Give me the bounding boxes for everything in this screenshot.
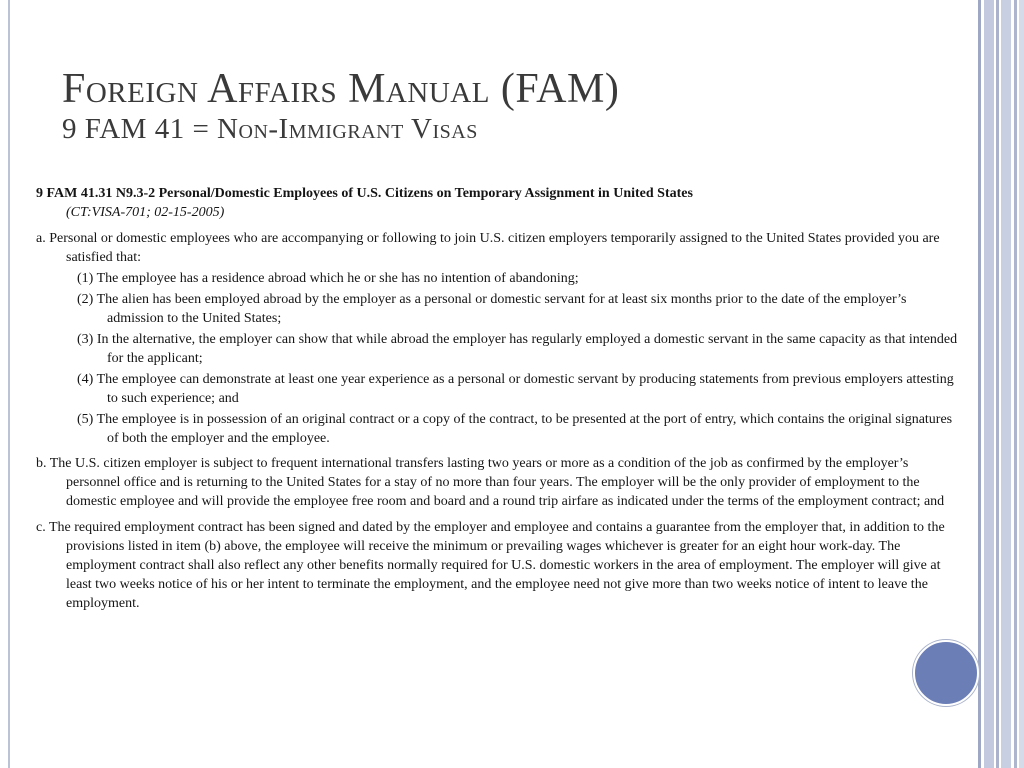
- decor-bar: [1019, 0, 1024, 768]
- paragraph-a: a. Personal or domestic employees who are accompanying or following to join U.S. citizen employers temporarily assigned to the United States provided you are satisfied that:: [36, 231, 940, 265]
- list-item: (5) The employee is in possession of an original contract or a copy of the contract, to be presented at the port of entry, which contains the original signatures of both the employer and the employee.: [77, 412, 953, 446]
- slide-body: [36, 184, 960, 620]
- left-border-line: [8, 0, 10, 768]
- list-item: (4) The employee can demonstrate at least one year experience as a personal or domestic servant by producing statements from previous employers attesting to such experience; and: [77, 372, 954, 406]
- decor-bar: [996, 0, 999, 768]
- decorative-circle: [913, 640, 979, 706]
- list-item: (2) The alien has been employed abroad by the employer as a personal or domestic servant for at least six months prior to the date of the employer’s admission to the United States;: [77, 292, 907, 326]
- section-citation: (CT:VISA-701; 02-15-2005): [66, 205, 225, 220]
- slide-title-block: [62, 66, 942, 146]
- decor-bar: [1014, 0, 1017, 768]
- list-item: (1) The employee has a residence abroad which he or she has no intention of abandoning;: [77, 271, 579, 286]
- decor-bar: [978, 0, 981, 768]
- paragraph-a-list: [77, 269, 960, 448]
- slide-title: Foreign Affairs Manual (FAM): [62, 66, 620, 112]
- decor-bar: [1001, 0, 1011, 768]
- right-decorative-bars: [978, 0, 1024, 768]
- section-heading: 9 FAM 41.31 N9.3-2 Personal/Domestic Employees of U.S. Citizens on Temporary Assignment in United States: [36, 186, 693, 201]
- decor-bar: [984, 0, 994, 768]
- paragraph-b: b. The U.S. citizen employer is subject to frequent international transfers lasting two years or more as a condition of the job as confirmed by the employer’s personnel office and is returning to the United States for a stay of no more than four years. The employer will be the only provider of employment to the domestic employee and will provide the employee free room and board and a round trip airfare as indicated under the terms of the employment contract; and: [36, 456, 945, 509]
- paragraph-c: c. The required employment contract has been signed and dated by the employer and employee and contains a guarantee from the employer that, in addition to the provisions listed in item (b) above, the employee will receive the minimum or prevailing wages whichever is greater for an eight hour work-day. The employment contract shall also reflect any other benefits normally required for U.S. domestic workers in the area of employment. The employer will give at least two weeks notice of his or her intent to terminate the employment, and the employee need not give more than two weeks notice of intent to leave the employment.: [36, 520, 945, 611]
- list-item: (3) In the alternative, the employer can show that while abroad the employer has regularly employed a domestic servant in the same capacity as that intended for the applicant;: [77, 332, 958, 366]
- slide-subtitle: 9 FAM 41 = Non-Immigrant Visas: [62, 113, 478, 145]
